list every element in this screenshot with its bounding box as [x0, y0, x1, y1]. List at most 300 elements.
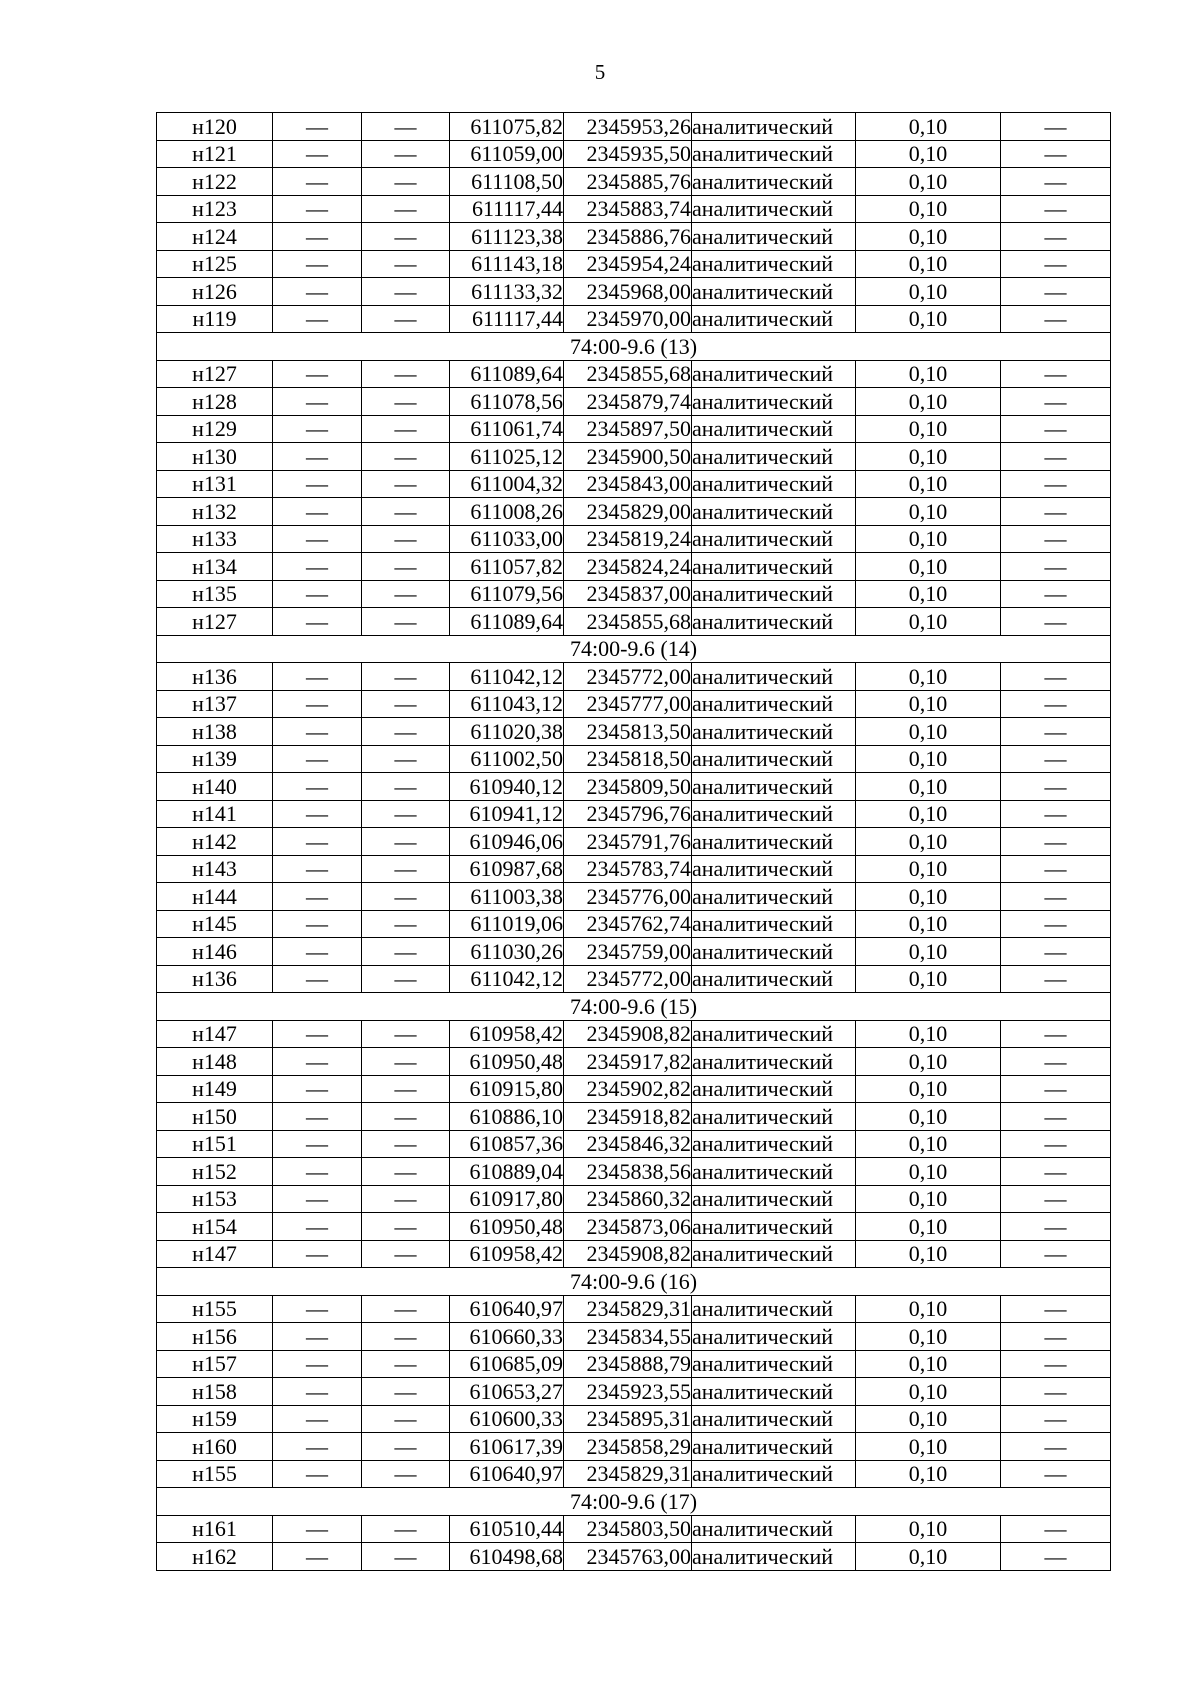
x-coordinate-cell: 610640,97 — [450, 1295, 564, 1323]
x-coordinate-cell: 611003,38 — [450, 883, 564, 911]
accuracy-cell: 0,10 — [856, 168, 1001, 196]
x-coordinate-cell: 611117,44 — [450, 195, 564, 223]
x-coordinate-cell: 611002,50 — [450, 745, 564, 773]
method-cell: аналитический — [692, 498, 856, 526]
dash-cell: — — [273, 1323, 362, 1351]
x-coordinate-cell: 610857,36 — [450, 1130, 564, 1158]
table-row — [157, 223, 1111, 251]
accuracy-cell: 0,10 — [856, 140, 1001, 168]
point-cell: н133 — [157, 525, 273, 553]
table-row — [157, 443, 1111, 471]
dash-cell: — — [273, 690, 362, 718]
point-cell: н136 — [157, 965, 273, 993]
dash-cell: — — [273, 1515, 362, 1543]
accuracy-cell: 0,10 — [856, 1515, 1001, 1543]
method-cell: аналитический — [692, 1433, 856, 1461]
point-cell: н139 — [157, 745, 273, 773]
section-heading: 74:00-9.6 (15) — [157, 993, 1111, 1021]
dash-cell: — — [362, 415, 450, 443]
accuracy-cell: 0,10 — [856, 883, 1001, 911]
table-row — [157, 140, 1111, 168]
dash-cell: — — [273, 718, 362, 746]
table-row — [157, 883, 1111, 911]
accuracy-cell: 0,10 — [856, 525, 1001, 553]
method-cell: аналитический — [692, 608, 856, 636]
x-coordinate-cell: 610600,33 — [450, 1405, 564, 1433]
dash-cell: — — [362, 608, 450, 636]
y-coordinate-cell: 2345834,55 — [564, 1323, 692, 1351]
dash-cell: — — [273, 1378, 362, 1406]
table-row — [157, 773, 1111, 801]
accuracy-cell: 0,10 — [856, 773, 1001, 801]
y-coordinate-cell: 2345908,82 — [564, 1020, 692, 1048]
x-coordinate-cell: 610660,33 — [450, 1323, 564, 1351]
dash-cell: — — [1001, 223, 1111, 251]
y-coordinate-cell: 2345809,50 — [564, 773, 692, 801]
y-coordinate-cell: 2345829,31 — [564, 1295, 692, 1323]
method-cell: аналитический — [692, 525, 856, 553]
dash-cell: — — [362, 1295, 450, 1323]
accuracy-cell: 0,10 — [856, 1020, 1001, 1048]
method-cell: аналитический — [692, 1103, 856, 1131]
y-coordinate-cell: 2345803,50 — [564, 1515, 692, 1543]
dash-cell: — — [362, 718, 450, 746]
table-row — [157, 1543, 1111, 1571]
y-coordinate-cell: 2345783,74 — [564, 855, 692, 883]
point-cell: н146 — [157, 938, 273, 966]
dash-cell: — — [362, 938, 450, 966]
dash-cell: — — [362, 195, 450, 223]
dash-cell: — — [273, 938, 362, 966]
accuracy-cell: 0,10 — [856, 1130, 1001, 1158]
dash-cell: — — [273, 800, 362, 828]
dash-cell: — — [362, 1460, 450, 1488]
method-cell: аналитический — [692, 223, 856, 251]
accuracy-cell: 0,10 — [856, 388, 1001, 416]
dash-cell: — — [362, 388, 450, 416]
dash-cell: — — [273, 745, 362, 773]
dash-cell: — — [273, 498, 362, 526]
dash-cell: — — [273, 195, 362, 223]
x-coordinate-cell: 610685,09 — [450, 1350, 564, 1378]
dash-cell: — — [362, 910, 450, 938]
y-coordinate-cell: 2345858,29 — [564, 1433, 692, 1461]
table-row — [157, 828, 1111, 856]
dash-cell: — — [1001, 1543, 1111, 1571]
table-row — [157, 1158, 1111, 1186]
dash-cell: — — [1001, 113, 1111, 141]
accuracy-cell: 0,10 — [856, 223, 1001, 251]
accuracy-cell: 0,10 — [856, 195, 1001, 223]
dash-cell: — — [273, 525, 362, 553]
method-cell: аналитический — [692, 1350, 856, 1378]
dash-cell: — — [273, 223, 362, 251]
x-coordinate-cell: 611108,50 — [450, 168, 564, 196]
accuracy-cell: 0,10 — [856, 1295, 1001, 1323]
dash-cell: — — [273, 1460, 362, 1488]
point-cell: н144 — [157, 883, 273, 911]
x-coordinate-cell: 610915,80 — [450, 1075, 564, 1103]
method-cell: аналитический — [692, 938, 856, 966]
section-heading-row — [157, 993, 1111, 1021]
y-coordinate-cell: 2345917,82 — [564, 1048, 692, 1076]
dash-cell: — — [1001, 1020, 1111, 1048]
dash-cell: — — [273, 1185, 362, 1213]
accuracy-cell: 0,10 — [856, 663, 1001, 691]
x-coordinate-cell: 611057,82 — [450, 553, 564, 581]
point-cell: н150 — [157, 1103, 273, 1131]
dash-cell: — — [362, 1433, 450, 1461]
dash-cell: — — [273, 1295, 362, 1323]
y-coordinate-cell: 2345860,32 — [564, 1185, 692, 1213]
table-row — [157, 168, 1111, 196]
x-coordinate-cell: 610946,06 — [450, 828, 564, 856]
point-cell: н145 — [157, 910, 273, 938]
point-cell: н138 — [157, 718, 273, 746]
dash-cell: — — [1001, 1378, 1111, 1406]
dash-cell: — — [1001, 663, 1111, 691]
section-heading: 74:00-9.6 (13) — [157, 333, 1111, 361]
section-heading: 74:00-9.6 (14) — [157, 635, 1111, 663]
accuracy-cell: 0,10 — [856, 938, 1001, 966]
accuracy-cell: 0,10 — [856, 1185, 1001, 1213]
dash-cell: — — [1001, 690, 1111, 718]
dash-cell: — — [362, 663, 450, 691]
dash-cell: — — [362, 278, 450, 306]
method-cell: аналитический — [692, 1130, 856, 1158]
method-cell: аналитический — [692, 553, 856, 581]
dash-cell: — — [1001, 828, 1111, 856]
method-cell: аналитический — [692, 140, 856, 168]
point-cell: н149 — [157, 1075, 273, 1103]
dash-cell: — — [1001, 195, 1111, 223]
table-row — [157, 553, 1111, 581]
section-heading-row — [157, 1488, 1111, 1516]
x-coordinate-cell: 610917,80 — [450, 1185, 564, 1213]
accuracy-cell: 0,10 — [856, 910, 1001, 938]
table-row — [157, 1295, 1111, 1323]
point-cell: н132 — [157, 498, 273, 526]
point-cell: н135 — [157, 580, 273, 608]
dash-cell: — — [1001, 745, 1111, 773]
dash-cell: — — [1001, 1103, 1111, 1131]
dash-cell: — — [362, 1240, 450, 1268]
accuracy-cell: 0,10 — [856, 415, 1001, 443]
table-row — [157, 1130, 1111, 1158]
y-coordinate-cell: 2345763,00 — [564, 1543, 692, 1571]
accuracy-cell: 0,10 — [856, 1378, 1001, 1406]
table-row — [157, 745, 1111, 773]
method-cell: аналитический — [692, 1295, 856, 1323]
method-cell: аналитический — [692, 250, 856, 278]
accuracy-cell: 0,10 — [856, 800, 1001, 828]
accuracy-cell: 0,10 — [856, 1075, 1001, 1103]
y-coordinate-cell: 2345837,00 — [564, 580, 692, 608]
dash-cell: — — [362, 305, 450, 333]
dash-cell: — — [362, 525, 450, 553]
section-heading: 74:00-9.6 (17) — [157, 1488, 1111, 1516]
dash-cell: — — [362, 1185, 450, 1213]
dash-cell: — — [273, 1158, 362, 1186]
x-coordinate-cell: 611004,32 — [450, 470, 564, 498]
dash-cell: — — [273, 305, 362, 333]
accuracy-cell: 0,10 — [856, 1543, 1001, 1571]
method-cell: аналитический — [692, 415, 856, 443]
dash-cell: — — [1001, 773, 1111, 801]
dash-cell: — — [362, 883, 450, 911]
dash-cell: — — [362, 360, 450, 388]
y-coordinate-cell: 2345883,74 — [564, 195, 692, 223]
dash-cell: — — [273, 1543, 362, 1571]
x-coordinate-cell: 610941,12 — [450, 800, 564, 828]
dash-cell: — — [273, 113, 362, 141]
page-number: 5 — [594, 60, 606, 84]
point-cell: н141 — [157, 800, 273, 828]
method-cell: аналитический — [692, 195, 856, 223]
y-coordinate-cell: 2345886,76 — [564, 223, 692, 251]
accuracy-cell: 0,10 — [856, 1048, 1001, 1076]
method-cell: аналитический — [692, 278, 856, 306]
dash-cell: — — [273, 278, 362, 306]
method-cell: аналитический — [692, 800, 856, 828]
dash-cell: — — [273, 1103, 362, 1131]
y-coordinate-cell: 2345908,82 — [564, 1240, 692, 1268]
table-row — [157, 470, 1111, 498]
table-row — [157, 278, 1111, 306]
method-cell: аналитический — [692, 883, 856, 911]
accuracy-cell: 0,10 — [856, 1103, 1001, 1131]
dash-cell: — — [1001, 1213, 1111, 1241]
dash-cell: — — [362, 1350, 450, 1378]
x-coordinate-cell: 611008,26 — [450, 498, 564, 526]
point-cell: н128 — [157, 388, 273, 416]
table-row — [157, 910, 1111, 938]
y-coordinate-cell: 2345935,50 — [564, 140, 692, 168]
x-coordinate-cell: 611143,18 — [450, 250, 564, 278]
dash-cell: — — [273, 1020, 362, 1048]
dash-cell: — — [273, 910, 362, 938]
table-row — [157, 1405, 1111, 1433]
dash-cell: — — [273, 1405, 362, 1433]
dash-cell: — — [1001, 168, 1111, 196]
dash-cell: — — [1001, 1075, 1111, 1103]
x-coordinate-cell: 611089,64 — [450, 608, 564, 636]
x-coordinate-cell: 611059,00 — [450, 140, 564, 168]
table-row — [157, 1020, 1111, 1048]
accuracy-cell: 0,10 — [856, 690, 1001, 718]
y-coordinate-cell: 2345968,00 — [564, 278, 692, 306]
accuracy-cell: 0,10 — [856, 250, 1001, 278]
x-coordinate-cell: 611089,64 — [450, 360, 564, 388]
point-cell: н140 — [157, 773, 273, 801]
x-coordinate-cell: 610640,97 — [450, 1460, 564, 1488]
accuracy-cell: 0,10 — [856, 1240, 1001, 1268]
point-cell: н124 — [157, 223, 273, 251]
y-coordinate-cell: 2345777,00 — [564, 690, 692, 718]
x-coordinate-cell: 610886,10 — [450, 1103, 564, 1131]
accuracy-cell: 0,10 — [856, 718, 1001, 746]
accuracy-cell: 0,10 — [856, 1213, 1001, 1241]
table-row — [157, 1433, 1111, 1461]
dash-cell: — — [273, 140, 362, 168]
point-cell: н157 — [157, 1350, 273, 1378]
method-cell: аналитический — [692, 360, 856, 388]
dash-cell: — — [362, 470, 450, 498]
method-cell: аналитический — [692, 1543, 856, 1571]
table-body — [157, 113, 1111, 1571]
x-coordinate-cell: 610510,44 — [450, 1515, 564, 1543]
dash-cell: — — [1001, 1350, 1111, 1378]
method-cell: аналитический — [692, 1020, 856, 1048]
dash-cell: — — [362, 1103, 450, 1131]
dash-cell: — — [362, 1048, 450, 1076]
x-coordinate-cell: 610950,48 — [450, 1213, 564, 1241]
dash-cell: — — [273, 553, 362, 581]
point-cell: н137 — [157, 690, 273, 718]
point-cell: н155 — [157, 1460, 273, 1488]
dash-cell: — — [1001, 855, 1111, 883]
dash-cell: — — [1001, 388, 1111, 416]
y-coordinate-cell: 2345900,50 — [564, 443, 692, 471]
dash-cell: — — [273, 1433, 362, 1461]
y-coordinate-cell: 2345759,00 — [564, 938, 692, 966]
table-row — [157, 1213, 1111, 1241]
method-cell: аналитический — [692, 470, 856, 498]
method-cell: аналитический — [692, 1048, 856, 1076]
method-cell: аналитический — [692, 745, 856, 773]
dash-cell: — — [1001, 278, 1111, 306]
point-cell: н123 — [157, 195, 273, 223]
dash-cell: — — [273, 1240, 362, 1268]
point-cell: н127 — [157, 360, 273, 388]
method-cell: аналитический — [692, 305, 856, 333]
dash-cell: — — [362, 828, 450, 856]
table-row — [157, 1185, 1111, 1213]
dash-cell: — — [1001, 1048, 1111, 1076]
y-coordinate-cell: 2345829,31 — [564, 1460, 692, 1488]
x-coordinate-cell: 610940,12 — [450, 773, 564, 801]
y-coordinate-cell: 2345824,24 — [564, 553, 692, 581]
dash-cell: — — [1001, 1158, 1111, 1186]
accuracy-cell: 0,10 — [856, 498, 1001, 526]
y-coordinate-cell: 2345855,68 — [564, 360, 692, 388]
accuracy-cell: 0,10 — [856, 1460, 1001, 1488]
x-coordinate-cell: 611042,12 — [450, 663, 564, 691]
x-coordinate-cell: 611117,44 — [450, 305, 564, 333]
dash-cell: — — [273, 360, 362, 388]
x-coordinate-cell: 611019,06 — [450, 910, 564, 938]
table-row — [157, 663, 1111, 691]
dash-cell: — — [273, 470, 362, 498]
point-cell: н153 — [157, 1185, 273, 1213]
dash-cell: — — [1001, 1130, 1111, 1158]
dash-cell: — — [362, 223, 450, 251]
dash-cell: — — [362, 855, 450, 883]
dash-cell: — — [273, 773, 362, 801]
dash-cell: — — [273, 828, 362, 856]
x-coordinate-cell: 611033,00 — [450, 525, 564, 553]
accuracy-cell: 0,10 — [856, 1323, 1001, 1351]
dash-cell: — — [362, 1323, 450, 1351]
accuracy-cell: 0,10 — [856, 1433, 1001, 1461]
y-coordinate-cell: 2345796,76 — [564, 800, 692, 828]
y-coordinate-cell: 2345772,00 — [564, 663, 692, 691]
method-cell: аналитический — [692, 965, 856, 993]
dash-cell: — — [1001, 1515, 1111, 1543]
x-coordinate-cell: 610653,27 — [450, 1378, 564, 1406]
dash-cell: — — [362, 140, 450, 168]
accuracy-cell: 0,10 — [856, 745, 1001, 773]
y-coordinate-cell: 2345843,00 — [564, 470, 692, 498]
table-row — [157, 855, 1111, 883]
accuracy-cell: 0,10 — [856, 360, 1001, 388]
point-cell: н125 — [157, 250, 273, 278]
dash-cell: — — [1001, 608, 1111, 636]
point-cell: н159 — [157, 1405, 273, 1433]
y-coordinate-cell: 2345970,00 — [564, 305, 692, 333]
dash-cell: — — [273, 1048, 362, 1076]
section-heading-row — [157, 333, 1111, 361]
point-cell: н129 — [157, 415, 273, 443]
dash-cell: — — [273, 663, 362, 691]
point-cell: н158 — [157, 1378, 273, 1406]
dash-cell: — — [1001, 305, 1111, 333]
dash-cell: — — [362, 1213, 450, 1241]
dash-cell: — — [1001, 1240, 1111, 1268]
dash-cell: — — [1001, 140, 1111, 168]
y-coordinate-cell: 2345772,00 — [564, 965, 692, 993]
x-coordinate-cell: 610958,42 — [450, 1240, 564, 1268]
table-row — [157, 113, 1111, 141]
x-coordinate-cell: 611043,12 — [450, 690, 564, 718]
dash-cell: — — [1001, 470, 1111, 498]
dash-cell: — — [362, 1075, 450, 1103]
dash-cell: — — [1001, 718, 1111, 746]
y-coordinate-cell: 2345888,79 — [564, 1350, 692, 1378]
dash-cell: — — [1001, 1405, 1111, 1433]
dash-cell: — — [273, 1075, 362, 1103]
accuracy-cell: 0,10 — [856, 113, 1001, 141]
dash-cell: — — [362, 773, 450, 801]
table-row — [157, 388, 1111, 416]
coordinates-table — [156, 112, 1111, 1571]
dash-cell: — — [1001, 443, 1111, 471]
accuracy-cell: 0,10 — [856, 1350, 1001, 1378]
x-coordinate-cell: 610987,68 — [450, 855, 564, 883]
method-cell: аналитический — [692, 1213, 856, 1241]
accuracy-cell: 0,10 — [856, 305, 1001, 333]
y-coordinate-cell: 2345879,74 — [564, 388, 692, 416]
dash-cell: — — [362, 1405, 450, 1433]
x-coordinate-cell: 611025,12 — [450, 443, 564, 471]
point-cell: н156 — [157, 1323, 273, 1351]
table-row — [157, 1515, 1111, 1543]
method-cell: аналитический — [692, 1158, 856, 1186]
table-row — [157, 690, 1111, 718]
y-coordinate-cell: 2345791,76 — [564, 828, 692, 856]
dash-cell: — — [273, 250, 362, 278]
dash-cell: — — [1001, 1323, 1111, 1351]
y-coordinate-cell: 2345838,56 — [564, 1158, 692, 1186]
dash-cell: — — [1001, 415, 1111, 443]
dash-cell: — — [273, 883, 362, 911]
point-cell: н120 — [157, 113, 273, 141]
dash-cell: — — [1001, 250, 1111, 278]
y-coordinate-cell: 2345923,55 — [564, 1378, 692, 1406]
dash-cell: — — [273, 580, 362, 608]
dash-cell: — — [273, 388, 362, 416]
dash-cell: — — [273, 1213, 362, 1241]
